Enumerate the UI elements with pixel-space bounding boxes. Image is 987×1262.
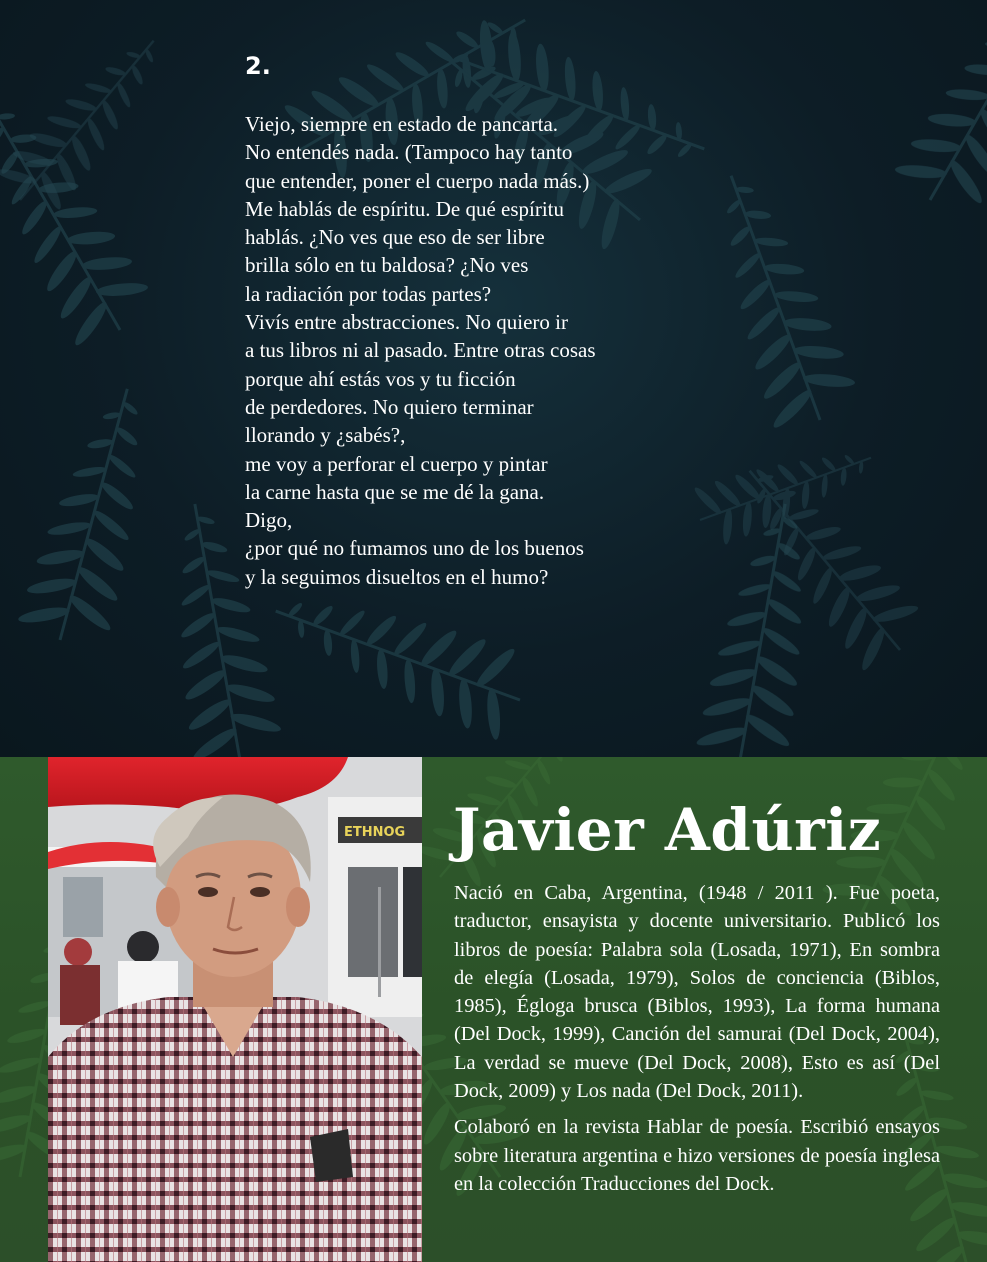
shop-sign-text: ETHNOG [344, 825, 406, 840]
poem-number: 2. [245, 52, 271, 80]
poem-line: a tus libros ni al pasado. Entre otras cosas [245, 338, 596, 363]
poem-line: la carne hasta que se me dé la gana. [245, 479, 545, 504]
poem-line: ¿por qué no fumamos uno de los buenos [245, 536, 584, 561]
poem-line: y la seguimos disueltos en el humo? [245, 564, 549, 589]
author-name: Javier Adúriz [453, 796, 882, 864]
poem-line: Digo, [245, 508, 293, 533]
poem-line: hablás. ¿No ves que eso de ser libre [245, 225, 545, 250]
poem-line: de perdedores. No quiero terminar [245, 394, 534, 419]
poem-line: que entender, poner el cuerpo nada más.) [245, 168, 590, 193]
poem-text [245, 110, 596, 591]
poem-line: Viejo, siempre en estado de pancarta. [245, 112, 559, 136]
bio-paragraph: Colaboró en la revista Hablar de poesía. Escribió ensayos sobre literatura argentina e hizo versiones de poesía inglesa en la colección Traducciones del Dock. [454, 1116, 940, 1195]
bio-paragraph: Nació en Caba, Argentina, (1948 / 2011 ). Fue poeta, traductor, ensayista y docente universitario. Publicó los libros de poesía: Palabra sola (Losada, 1971), En sombra de elegía (Losada, 1979), Solos de conciencia (Biblos, 1985), Égloga brusca (Biblos, 1993), La forma humana (Del Dock, 1999), Canción del samurai (Del Dock, 2004), La verdad se mueve (Del Dock, 2008), Esto es así (Del Dock, 2009) y Los nada (Del Dock, 2011). [454, 882, 940, 1103]
author-photo [48, 757, 422, 1262]
poem-line: No entendés nada. (Tampoco hay tanto [245, 140, 573, 165]
poem-line: porque ahí estás vos y tu ficción [245, 366, 516, 391]
author-bio [454, 879, 940, 1206]
poem-line: llorando y ¿sabés?, [245, 423, 406, 448]
poem-line: la radiación por todas partes? [245, 281, 492, 306]
poem-line: brilla sólo en tu baldosa? ¿No ves [245, 253, 529, 278]
poem-line: me voy a perforar el cuerpo y pintar [245, 451, 548, 476]
poem-line: Vivís entre abstracciones. No quiero ir [245, 310, 568, 335]
poem-line: Me hablás de espíritu. De qué espíritu [245, 196, 564, 221]
